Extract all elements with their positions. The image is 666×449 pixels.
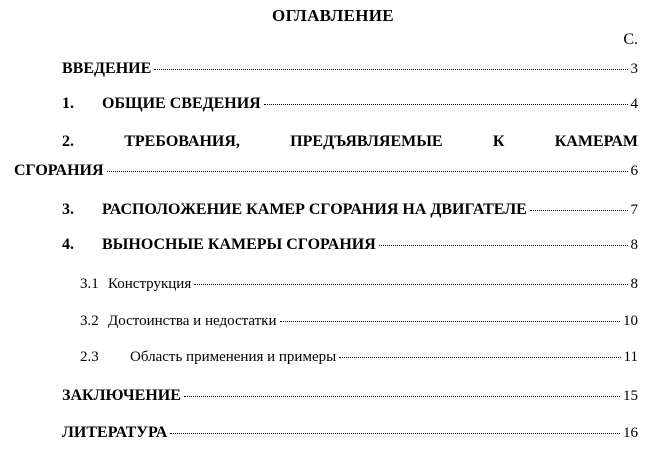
toc-entry-title: Конструкция [108,276,192,292]
toc-entry-page: 4 [630,96,638,112]
toc-entry-title: ЗАКЛЮЧЕНИЕ [62,387,181,404]
toc-entry-word: ТРЕБОВАНИЯ, [124,133,240,150]
toc-entry-introduction[interactable] [62,60,638,78]
toc-entry-3-2[interactable] [80,313,638,330]
toc-entry-2-line1[interactable] [62,133,638,151]
toc-entry-title: РАСПОЛОЖЕНИЕ КАМЕР СГОРАНИЯ НА ДВИГАТЕЛЕ [102,201,527,218]
dot-leader [170,432,620,434]
toc-entry-2-line2[interactable] [14,162,638,180]
toc-entry-1[interactable] [62,95,638,113]
toc-entry-title: Область применения и примеры [130,349,337,365]
toc-entry-page: 6 [630,163,638,179]
toc-entry-title: ВВЕДЕНИЕ [62,60,152,77]
toc-entry-number: 3.1 [80,276,99,292]
dot-leader [194,283,627,285]
dot-leader [530,209,628,211]
dot-leader [184,395,620,397]
toc-entry-page: 7 [630,202,638,218]
dot-leader [339,356,620,358]
toc-entry-number: 2. [62,133,74,150]
toc-entry-literature[interactable] [62,424,638,442]
toc-entry-3-1[interactable] [80,276,638,293]
toc-entry-word: КАМЕРАМ [554,133,638,150]
toc-entry-page: 11 [623,349,638,365]
toc-entry-page: 15 [623,388,638,404]
toc-entry-title: ЛИТЕРАТУРА [62,424,168,441]
toc-entry-conclusion[interactable] [62,387,638,405]
toc-entry-title: Достоинства и недостатки [108,313,277,329]
page-column-label: С. [623,31,638,48]
toc-entry-4[interactable] [62,236,638,254]
toc-heading: ОГЛАВЛЕНИЕ [272,6,394,25]
toc-entry-title: ОБЩИЕ СВЕДЕНИЯ [102,95,261,112]
toc-entry-number: 3.2 [80,313,99,329]
toc-entry-number: 1. [62,95,74,112]
dot-leader [154,68,627,70]
toc-entry-page: 16 [623,425,638,441]
dot-leader [280,320,621,322]
toc-entry-title: ВЫНОСНЫЕ КАМЕРЫ СГОРАНИЯ [102,236,376,253]
toc-entry-number: 3. [62,201,74,218]
toc-entry-page: 10 [623,313,638,329]
dot-leader [107,170,628,172]
toc-entry-number: 2.3 [80,349,99,365]
toc-entry-page: 3 [630,61,638,77]
toc-entry-title-continued: СГОРАНИЯ [14,162,104,179]
toc-entry-word: К [492,133,505,150]
toc-entry-number: 4. [62,236,74,253]
toc-entry-word: ПРЕДЪЯВЛЯЕМЫЕ [290,133,443,150]
toc-entry-page: 8 [630,237,638,253]
toc-entry-3[interactable] [62,201,638,219]
toc-entry-2-3[interactable] [80,349,638,366]
dot-leader [264,103,628,105]
toc-entry-page: 8 [630,276,638,292]
dot-leader [379,244,628,246]
